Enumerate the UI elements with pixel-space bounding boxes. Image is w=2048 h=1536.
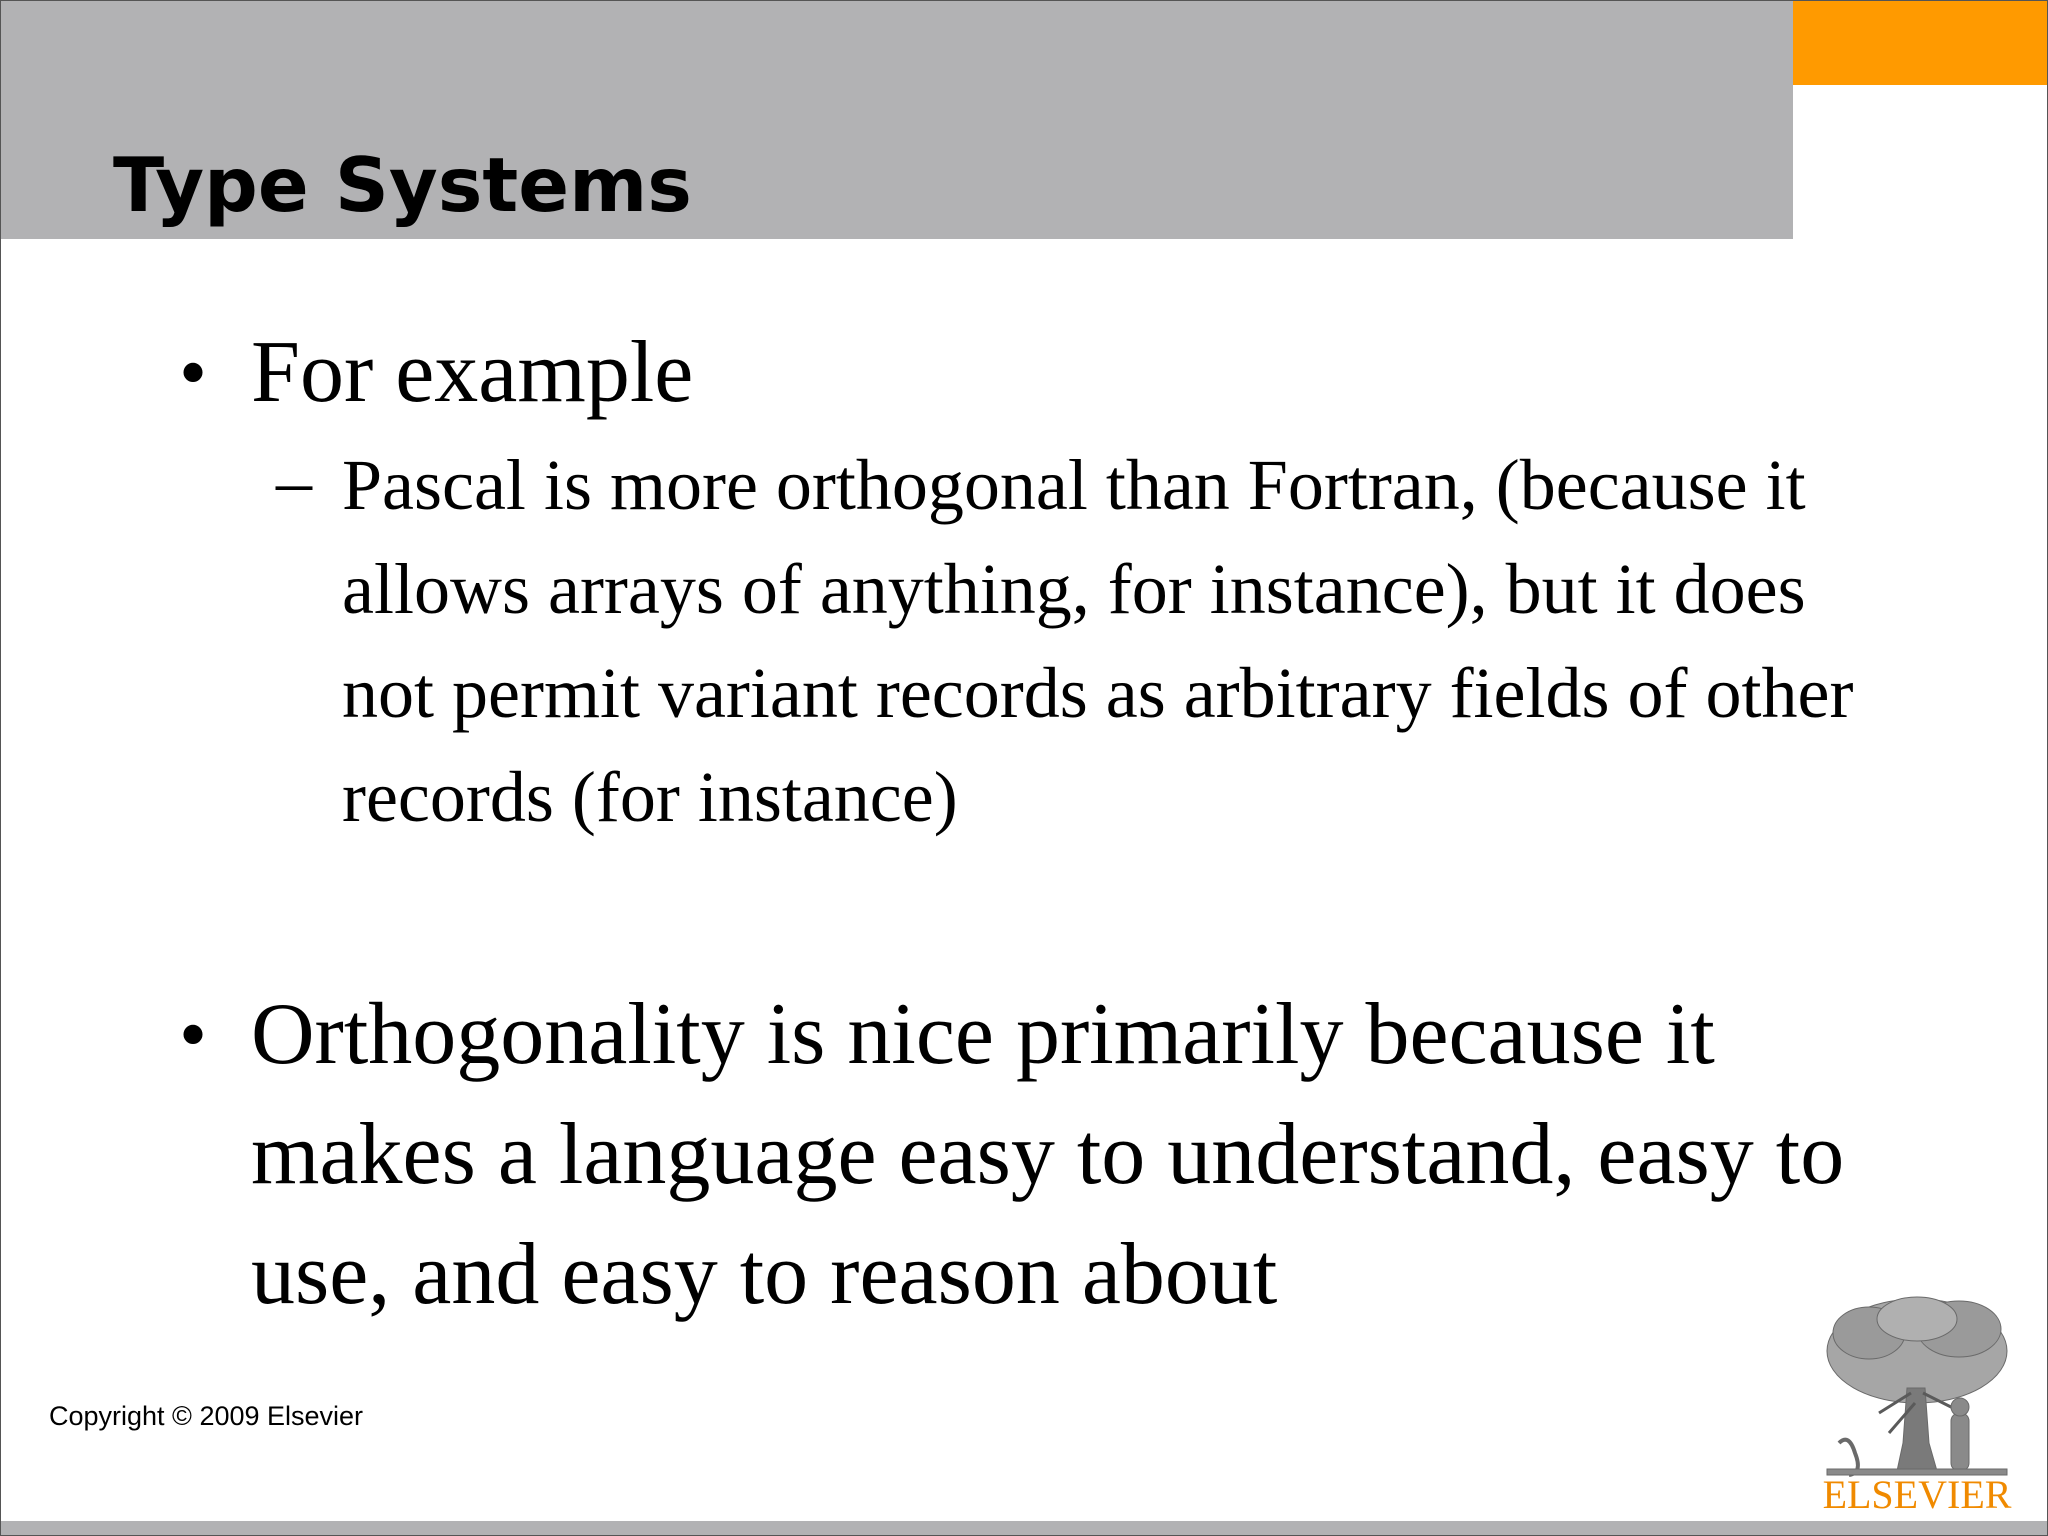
elsevier-wordmark: ELSEVIER [1822,1472,2012,1517]
sub-bullet-item [276,433,1902,849]
copyright-footer: Copyright © 2009 Elsevier [49,1401,364,1431]
bullet-text: Orthogonality is nice primarily because it makes a language easy to understand, easy to use, and easy to reason about [251,986,1845,1323]
bottom-rule [1,1521,2048,1536]
bullet-item [179,975,1851,1335]
bullet-marker: • [179,991,208,1079]
sub-bullet-text: Pascal is more orthogonal than Fortran, (because it allows arrays of anything, for instance), but it does not permit variant records as arbitrary fields of other records (for instance) [342,445,1854,837]
bullet-marker: • [179,329,208,417]
sub-bullet-marker: – [276,441,312,521]
bullet-text: For example [251,324,694,421]
accent-block [1793,1,2048,85]
slide-title: Type Systems [113,141,692,229]
bullet-item [179,313,1851,433]
